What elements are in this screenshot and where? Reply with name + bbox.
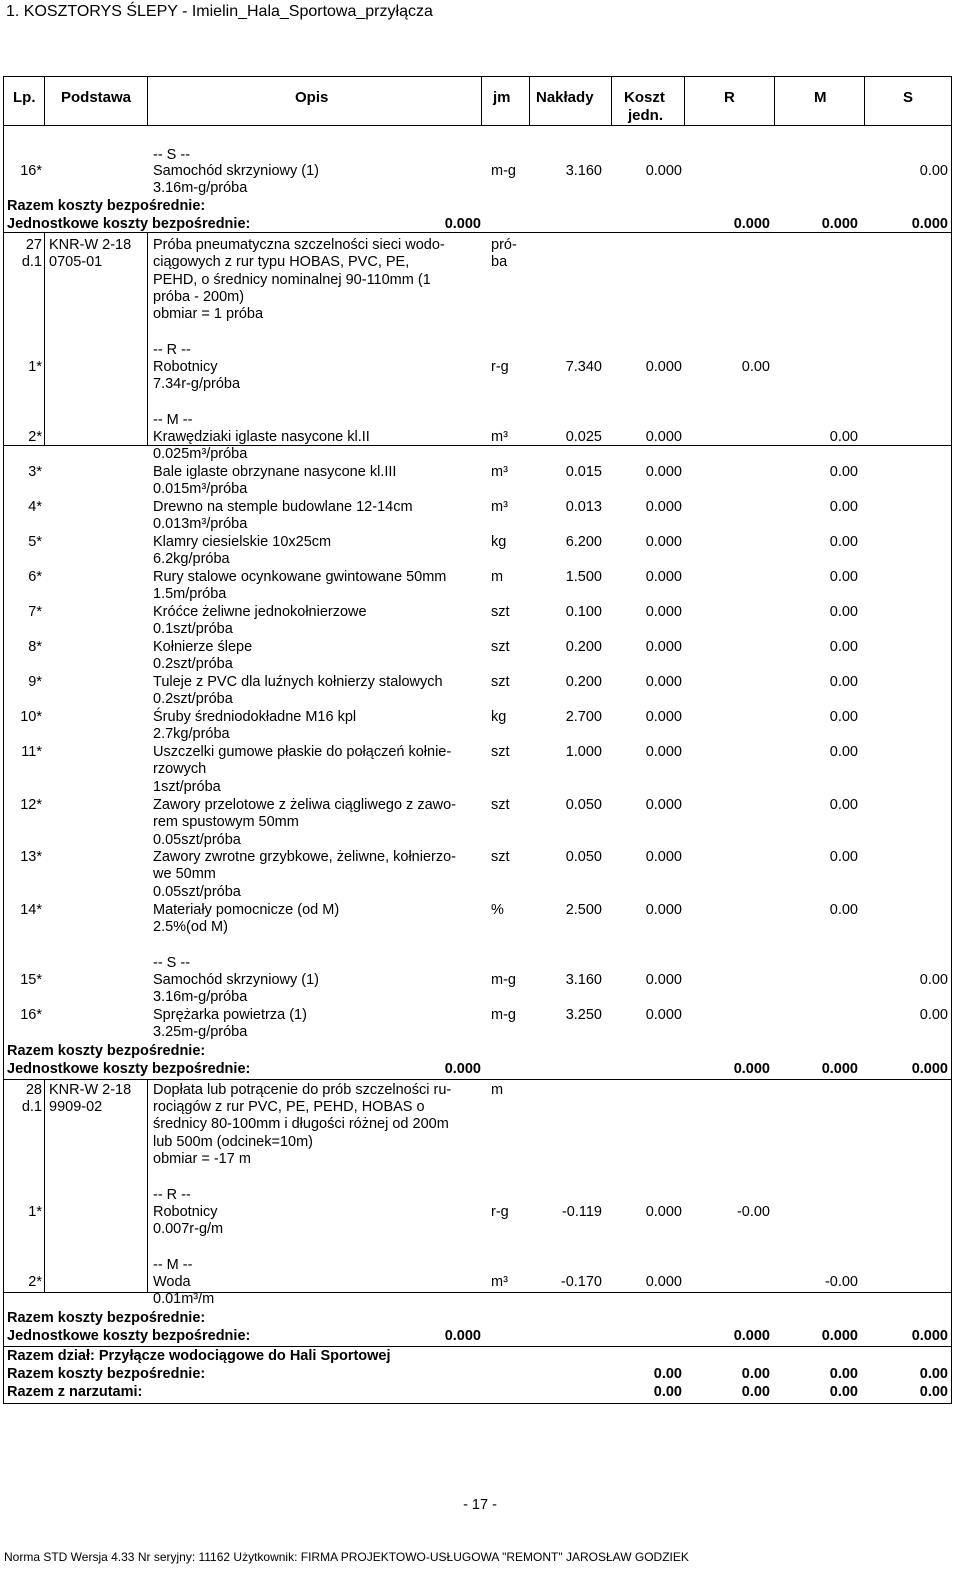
col-m: M xyxy=(814,89,827,106)
cell-m: 0.00 xyxy=(829,499,858,515)
cell-opis: Zawory przelotowe z żeliwa ciągliwego z zawo- xyxy=(153,797,457,813)
cell-opis: Uszczelki gumowe płaskie do połączeń kołnie- xyxy=(153,744,452,760)
cell-jm: m-g xyxy=(491,972,516,988)
cell-koszt: 0.000 xyxy=(645,163,682,179)
cell-opis: -- R -- xyxy=(153,342,191,358)
cell-opis: Samochód skrzyniowy (1) xyxy=(153,972,319,988)
cell-naklady: 0.050 xyxy=(565,849,602,865)
cell-koszt: 0.000 xyxy=(645,849,682,865)
cell-naklady: 0.013 xyxy=(565,499,602,515)
cell-jm: m³ xyxy=(491,464,508,480)
cell-v2: 0.000 xyxy=(733,1061,770,1077)
cell-m: 0.00 xyxy=(829,464,858,480)
cell-v3: 0.000 xyxy=(821,216,858,232)
cell-opis: 0.025m³/próba xyxy=(153,446,248,462)
cell-v2: 0.000 xyxy=(733,216,770,232)
cell-naklady: -0.170 xyxy=(560,1274,602,1290)
cell-opis: Sprężarka powietrza (1) xyxy=(153,1007,307,1023)
cell-lp: d.1 xyxy=(21,254,42,270)
cell-label: Razem koszty bezpośrednie: xyxy=(7,1043,206,1059)
cell-opis: 6.2kg/próba xyxy=(153,551,230,567)
cell-opis: próba - 200m) xyxy=(153,289,245,305)
cell-opis: 0.1szt/próba xyxy=(153,621,233,637)
cell-w2: 0.00 xyxy=(741,1384,770,1400)
cell-koszt: 0.000 xyxy=(645,429,682,445)
cell-jm: m xyxy=(491,1082,504,1098)
cell-opis: Materiały pomocnicze (od M) xyxy=(153,902,340,918)
cell-v4: 0.000 xyxy=(911,1061,948,1077)
cell-m: 0.00 xyxy=(829,744,858,760)
cell-opis: 0.007r-g/m xyxy=(153,1221,224,1237)
cell-koszt: 0.000 xyxy=(645,1007,682,1023)
cell-opis: Drewno na stemple budowlane 12-14cm xyxy=(153,499,413,515)
cell-opis: 1szt/próba xyxy=(153,779,221,795)
cell-jm: % xyxy=(491,902,504,918)
cell-lp: 14* xyxy=(20,902,42,918)
cell-naklady: -0.119 xyxy=(561,1204,602,1220)
cell-label: Razem koszty bezpośrednie: xyxy=(7,1366,206,1382)
position-27-frame xyxy=(4,232,951,446)
cell-opis: Robotnicy xyxy=(153,1204,218,1220)
cell-opis: Dopłata lub potrącenie do prób szczelności ru- xyxy=(153,1082,452,1098)
cell-opis: Kołnierze ślepe xyxy=(153,639,253,655)
cell-naklady: 0.025 xyxy=(565,429,602,445)
cell-opis: Samochód skrzyniowy (1) xyxy=(153,163,319,179)
cell-lp: 11* xyxy=(21,744,42,760)
cell-opis: Króćce żeliwne jednokołnierzowe xyxy=(153,604,367,620)
cell-naklady: 0.015 xyxy=(565,464,602,480)
cell-koszt: 0.000 xyxy=(645,499,682,515)
cell-naklady: 3.250 xyxy=(565,1007,602,1023)
cell-jm: m-g xyxy=(491,1007,516,1023)
cell-opis: 0.013m³/próba xyxy=(153,516,248,532)
cell-opis: Krawędziaki iglaste nasycone kl.II xyxy=(153,429,370,445)
cell-lp: 13* xyxy=(20,849,42,865)
cell-v3: 0.000 xyxy=(821,1328,858,1344)
col-podstawa: Podstawa xyxy=(61,89,132,106)
cell-koszt: 0.000 xyxy=(645,359,682,375)
cell-s: 0.00 xyxy=(919,1007,948,1023)
cell-koszt: 0.000 xyxy=(645,674,682,690)
cell-lp: 12* xyxy=(20,797,42,813)
cell-naklady: 1.000 xyxy=(565,744,602,760)
col-naklady: Nakłady xyxy=(536,89,594,106)
cell-koszt: 0.000 xyxy=(645,569,682,585)
cell-w4: 0.00 xyxy=(919,1384,948,1400)
cell-lp: 3* xyxy=(28,464,42,480)
cell-naklady: 3.160 xyxy=(565,163,602,179)
col-koszt: Koszt xyxy=(624,89,665,106)
cell-opis: Rury stalowe ocynkowane gwintowane 50mm xyxy=(153,569,447,585)
cell-naklady: 2.700 xyxy=(565,709,602,725)
cell-jm: r-g xyxy=(491,359,509,375)
cell-koszt: 0.000 xyxy=(645,604,682,620)
cell-v4: 0.000 xyxy=(911,216,948,232)
cell-opis: -- R -- xyxy=(153,1187,191,1203)
cell-m: 0.00 xyxy=(829,709,858,725)
cell-lp: 27 xyxy=(25,237,42,253)
cell-lp: 7* xyxy=(28,604,42,620)
cell-lp: 2* xyxy=(28,1274,42,1290)
cell-opis: PEHD, o średnicy nominalnej 90-110mm (1 xyxy=(153,272,431,288)
cell-opis: lub 500m (odcinek=10m) xyxy=(153,1134,313,1150)
cell-w3: 0.00 xyxy=(829,1384,858,1400)
cell-opis: we 50mm xyxy=(153,866,216,882)
cell-opis: -- S -- xyxy=(153,147,191,163)
cell-m: 0.00 xyxy=(829,849,858,865)
cell-w1: 0.00 xyxy=(653,1384,682,1400)
cell-label: Jednostkowe koszty bezpośrednie: xyxy=(7,216,251,232)
cell-opis: -- S -- xyxy=(153,955,191,971)
cell-v1: 0.000 xyxy=(444,1061,481,1077)
cell-opis: Próba pneumatyczna szczelności sieci wodo- xyxy=(153,237,445,253)
cell-jm: r-g xyxy=(491,1204,509,1220)
cell-label: Jednostkowe koszty bezpośrednie: xyxy=(7,1061,251,1077)
cell-jm: m³ xyxy=(491,429,508,445)
cell-label: Razem dział: Przyłącze wodociągowe do Hali Sportowej xyxy=(7,1348,391,1364)
cell-lp: 4* xyxy=(28,499,42,515)
cell-label: Razem z narzutami: xyxy=(7,1384,143,1400)
cell-jm: m-g xyxy=(491,163,516,179)
cost-table xyxy=(3,126,952,1404)
cell-opis: Woda xyxy=(153,1274,191,1290)
cell-label: Razem koszty bezpośrednie: xyxy=(7,198,206,214)
cell-opis: 0.05szt/próba xyxy=(153,832,241,848)
cell-opis: 0.2szt/próba xyxy=(153,656,233,672)
cell-jm: kg xyxy=(491,709,507,725)
cell-koszt: 0.000 xyxy=(645,797,682,813)
position-28-frame xyxy=(4,1079,951,1293)
table-header xyxy=(3,76,952,126)
cell-lp: 15* xyxy=(20,972,42,988)
cell-w2: 0.00 xyxy=(741,1366,770,1382)
cell-opis: 7.34r-g/próba xyxy=(153,376,241,392)
cell-opis: obmiar = -17 m xyxy=(153,1151,251,1167)
cell-lp: 28 xyxy=(25,1082,42,1098)
cell-opis: 2.5%(od M) xyxy=(153,919,228,935)
col-opis: Opis xyxy=(295,89,329,106)
cell-jm: szt xyxy=(491,604,510,620)
cell-jm: kg xyxy=(491,534,507,550)
cell-opis: 0.05szt/próba xyxy=(153,884,241,900)
cell-opis: 1.5m/próba xyxy=(153,586,227,602)
cell-koszt: 0.000 xyxy=(645,534,682,550)
cell-lp: d.1 xyxy=(21,1099,42,1115)
cell-lp: 16* xyxy=(20,163,42,179)
cell-m: 0.00 xyxy=(829,639,858,655)
cell-opis: 3.16m-g/próba xyxy=(153,180,248,196)
cell-opis: Tuleje z PVC dla luźnych kołnierzy stalowych xyxy=(153,674,443,690)
cell-v3: 0.000 xyxy=(821,1061,858,1077)
cell-naklady: 3.160 xyxy=(565,972,602,988)
cell-m: 0.00 xyxy=(829,604,858,620)
cell-opis: 3.16m-g/próba xyxy=(153,989,248,1005)
cell-v1: 0.000 xyxy=(444,216,481,232)
cell-naklady: 0.200 xyxy=(565,639,602,655)
cell-jm: szt xyxy=(491,639,510,655)
cell-koszt: 0.000 xyxy=(645,709,682,725)
cell-lp: 9* xyxy=(28,674,42,690)
cell-opis: 0.2szt/próba xyxy=(153,691,233,707)
cell-naklady: 6.200 xyxy=(565,534,602,550)
cell-podstawa: KNR-W 2-18 xyxy=(49,1082,132,1098)
cell-opis: ciągowych z rur typu HOBAS, PVC, PE, xyxy=(153,254,410,270)
cell-opis: Zawory zwrotne grzybkowe, żeliwne, kołnierzo- xyxy=(153,849,456,865)
col-s: S xyxy=(903,89,914,106)
cell-s: 0.00 xyxy=(919,972,948,988)
cell-m: 0.00 xyxy=(829,902,858,918)
cell-jm: pró- xyxy=(491,237,517,253)
cell-naklady: 0.200 xyxy=(565,674,602,690)
cell-koszt: 0.000 xyxy=(645,744,682,760)
cell-label: Jednostkowe koszty bezpośrednie: xyxy=(7,1328,251,1344)
cell-naklady: 0.100 xyxy=(565,604,602,620)
cell-lp: 2* xyxy=(28,429,42,445)
cell-jm: szt xyxy=(491,674,510,690)
cell-opis: rociągów z rur PVC, PE, PEHD, HOBAS o xyxy=(153,1099,425,1115)
cell-koszt: 0.000 xyxy=(645,639,682,655)
cell-jm: ba xyxy=(491,254,508,270)
cell-w4: 0.00 xyxy=(919,1366,948,1382)
cell-m: 0.00 xyxy=(829,674,858,690)
cell-lp: 16* xyxy=(20,1007,42,1023)
cell-koszt: 0.000 xyxy=(645,902,682,918)
cell-podstawa: 0705-01 xyxy=(49,254,103,270)
page-number: - 17 - xyxy=(463,1497,497,1513)
cell-jm: szt xyxy=(491,797,510,813)
col-koszt-jedn: jedn. xyxy=(628,107,664,124)
cell-lp: 10* xyxy=(20,709,42,725)
cell-opis: rem spustowym 50mm xyxy=(153,814,299,830)
cell-lp: 5* xyxy=(28,534,42,550)
cell-opis: 0.015m³/próba xyxy=(153,481,248,497)
cell-m: 0.00 xyxy=(829,569,858,585)
cell-v1: 0.000 xyxy=(444,1328,481,1344)
cell-naklady: 7.340 xyxy=(565,359,602,375)
cell-koszt: 0.000 xyxy=(645,1274,682,1290)
cell-r: 0.00 xyxy=(741,359,770,375)
cell-opis: -- M -- xyxy=(153,412,193,428)
cell-jm: m³ xyxy=(491,499,508,515)
footer-text: Norma STD Wersja 4.33 Nr seryjny: 11162 Użytkownik: FIRMA PROJEKTOWO-USŁUGOWA "REMONT" JAROSŁAW GODZIEK xyxy=(4,1550,689,1564)
col-jm: jm xyxy=(493,89,511,106)
col-lp: Lp. xyxy=(13,89,36,106)
cell-koszt: 0.000 xyxy=(645,464,682,480)
cell-koszt: 0.000 xyxy=(645,1204,682,1220)
cell-v2: 0.000 xyxy=(733,1328,770,1344)
cell-w1: 0.00 xyxy=(653,1366,682,1382)
cell-lp: 1* xyxy=(28,1204,42,1220)
cell-opis: 0.01m³/m xyxy=(153,1291,215,1307)
cell-podstawa: 9909-02 xyxy=(49,1099,103,1115)
cell-m: 0.00 xyxy=(829,534,858,550)
cell-opis: 3.25m-g/próba xyxy=(153,1024,248,1040)
cell-jm: m xyxy=(491,569,504,585)
cell-r: -0.00 xyxy=(736,1204,770,1220)
cell-jm: szt xyxy=(491,744,510,760)
cell-jm: m³ xyxy=(491,1274,508,1290)
cell-opis: Śruby średniodokładne M16 kpl xyxy=(153,709,357,725)
cell-opis: Klamry ciesielskie 10x25cm xyxy=(153,534,332,550)
cell-m: 0.00 xyxy=(829,429,858,445)
document-title: 1. KOSZTORYS ŚLEPY - Imielin_Hala_Sportowa_przyłącza xyxy=(6,3,433,20)
cell-opis: Bale iglaste obrzynane nasycone kl.III xyxy=(153,464,397,480)
cell-naklady: 0.050 xyxy=(565,797,602,813)
cell-opis: średnicy 80-100mm i długości różnej od 200m xyxy=(153,1116,449,1132)
cell-podstawa: KNR-W 2-18 xyxy=(49,237,132,253)
cell-w3: 0.00 xyxy=(829,1366,858,1382)
cell-opis: rzowych xyxy=(153,761,207,777)
cell-opis: 2.7kg/próba xyxy=(153,726,230,742)
cell-naklady: 2.500 xyxy=(565,902,602,918)
cell-opis: obmiar = 1 próba xyxy=(153,306,264,322)
cell-m: -0.00 xyxy=(824,1274,858,1290)
cell-lp: 6* xyxy=(28,569,42,585)
cell-koszt: 0.000 xyxy=(645,972,682,988)
cell-v4: 0.000 xyxy=(911,1328,948,1344)
cell-naklady: 1.500 xyxy=(565,569,602,585)
cell-lp: 8* xyxy=(28,639,42,655)
cell-m: 0.00 xyxy=(829,797,858,813)
col-r: R xyxy=(724,89,735,106)
cell-jm: szt xyxy=(491,849,510,865)
cell-opis: -- M -- xyxy=(153,1257,193,1273)
cell-lp: 1* xyxy=(28,359,42,375)
cell-label: Razem koszty bezpośrednie: xyxy=(7,1310,206,1326)
cell-opis: Robotnicy xyxy=(153,359,218,375)
cell-s: 0.00 xyxy=(919,163,948,179)
